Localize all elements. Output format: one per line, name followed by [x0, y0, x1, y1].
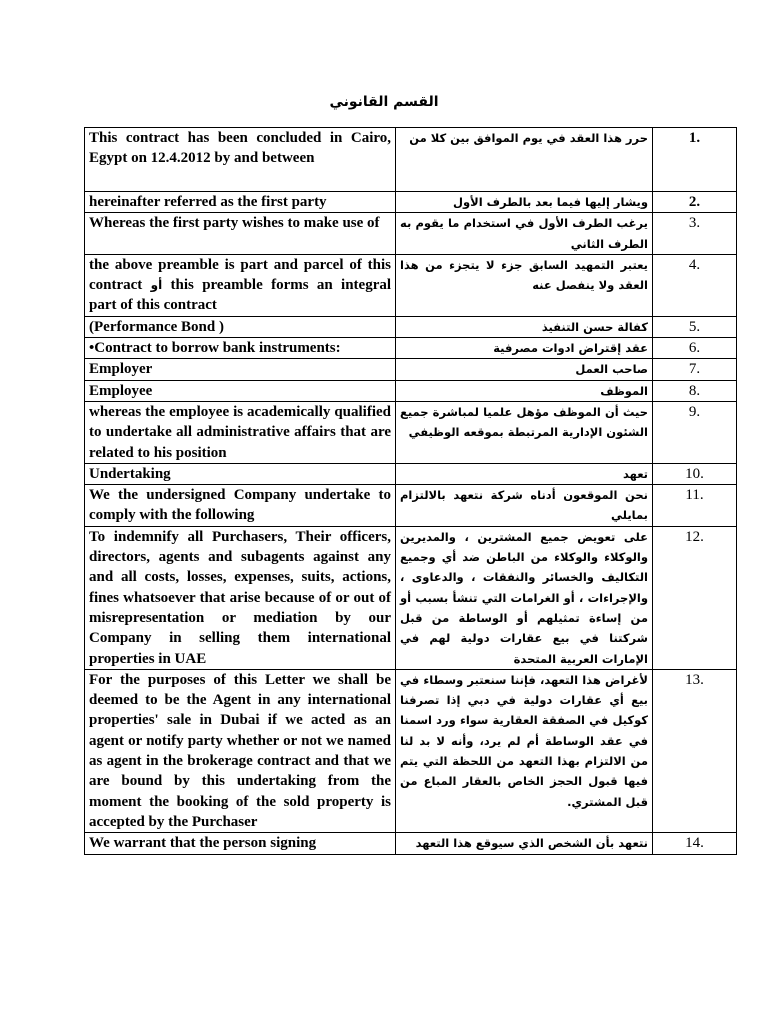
- row-number: 9.: [653, 401, 737, 463]
- row-number: 7.: [653, 359, 737, 380]
- row-number: 3.: [653, 213, 737, 255]
- arabic-cell: حيث أن الموظف مؤهل علميا لمباشرة جميع الشئون الإدارية المرتبطة بموقعه الوظيفي: [396, 401, 653, 463]
- row-number: 1.: [653, 128, 737, 192]
- english-cell: We the undersigned Company undertake to comply with the following: [85, 485, 396, 527]
- english-cell: hereinafter referred as the first party: [85, 192, 396, 213]
- arabic-cell: نحن الموقعون أدناه شركة نتعهد بالالتزام بمايلي: [396, 485, 653, 527]
- row-number: 8.: [653, 380, 737, 401]
- english-cell: [85, 254, 396, 316]
- table-row: [85, 254, 737, 316]
- arabic-cell: عقد إقتراض ادوات مصرفية: [396, 338, 653, 359]
- table-row: [85, 833, 737, 854]
- row-number: 10.: [653, 463, 737, 484]
- english-text-part: the above preamble is part and parcel of this contract: [89, 256, 391, 294]
- english-cell: Whereas the first party wishes to make use of: [85, 213, 396, 255]
- arabic-cell: لأغراض هذا التعهد، فإننا سنعتبر وسطاء في بيع أي عقارات دولية في دبي إذا تصرفنا كوكيل في الصفقة العقارية سواء ورد اسمنا في عقد الوساطة أم لم يرد، وأنه لا بد لنا من الالتزام بهذا التعهد من اللحظة التي يتم فيها قبول الحجز الخاص بالعقار المباع من قبل المشتري.: [396, 669, 653, 832]
- table-row: [85, 401, 737, 463]
- row-number: 11.: [653, 485, 737, 527]
- english-cell: (Performance Bond ): [85, 316, 396, 337]
- row-number: 12.: [653, 526, 737, 669]
- row-number: 4.: [653, 254, 737, 316]
- contract-table: [84, 127, 737, 855]
- row-number: 6.: [653, 338, 737, 359]
- table-row: [85, 463, 737, 484]
- english-cell: Employer: [85, 359, 396, 380]
- arabic-cell: تعهد: [396, 463, 653, 484]
- english-cell: This contract has been concluded in Cairo, Egypt on 12.4.2012 by and between: [85, 128, 396, 192]
- arabic-cell: صاحب العمل: [396, 359, 653, 380]
- arabic-cell: على تعويض جميع المشترين ، والمديرين والوكلاء والوكلاء من الباطن ضد أي وجميع التكاليف والخسائر والنفقات ، والدعاوى ، والإجراءات ، أو الغرامات التي تنشأ بسبب أو من إساءة تمثيلهم أو الوساطة من قبل شركتنا في بيع عقارات دولية لهم في الإمارات العربية المتحدة: [396, 526, 653, 669]
- english-cell: •Contract to borrow bank instruments:: [85, 338, 396, 359]
- row-number: 13.: [653, 669, 737, 832]
- table-row: [85, 380, 737, 401]
- table-row: [85, 359, 737, 380]
- table-row: [85, 338, 737, 359]
- arabic-cell: نتعهد بأن الشخص الذي سيوقع هذا التعهد: [396, 833, 653, 854]
- arabic-cell: يعتبر التمهيد السابق جزء لا يتجزء من هذا العقد ولا ينفصل عنه: [396, 254, 653, 316]
- english-cell: We warrant that the person signing: [85, 833, 396, 854]
- arabic-or-word: أو: [150, 278, 163, 293]
- row-number: 14.: [653, 833, 737, 854]
- english-cell: For the purposes of this Letter we shall be deemed to be the Agent in any international properties' sale in Dubai if we acted as an agent or notify party whether or not we named as agent in the brokerage contract and that we are bound by this undertaking from the moment the booking of the sold property is accepted by the Purchaser: [85, 669, 396, 832]
- english-cell: Undertaking: [85, 463, 396, 484]
- row-number: 5.: [653, 316, 737, 337]
- section-title: القسم القانوني: [329, 94, 439, 110]
- arabic-cell: ويشار إليها فيما بعد بالطرف الأول: [396, 192, 653, 213]
- table-row: [85, 128, 737, 192]
- table-row: [85, 213, 737, 255]
- arabic-cell: الموظف: [396, 380, 653, 401]
- table-row: [85, 485, 737, 527]
- arabic-cell: حرر هذا العقد في يوم الموافق بين كلا من: [396, 128, 653, 192]
- table-row: [85, 669, 737, 832]
- arabic-cell: يرغب الطرف الأول في استخدام ما يقوم به الطرف الثاني: [396, 213, 653, 255]
- english-cell: Employee: [85, 380, 396, 401]
- arabic-cell: كفالة حسن التنفيذ: [396, 316, 653, 337]
- row-number: 2.: [653, 192, 737, 213]
- table-row: [85, 316, 737, 337]
- english-cell: To indemnify all Purchasers, Their officers, directors, agents and subagents against any and all costs, losses, expenses, suits, actions, fines whatsoever that arise because of or out of misrepresentation or mediation by our Company in selling them international properties in UAE: [85, 526, 396, 669]
- english-cell: whereas the employee is academically qualified to undertake all administrative affairs that are related to his position: [85, 401, 396, 463]
- table-row: [85, 526, 737, 669]
- table-row: [85, 192, 737, 213]
- english-text-part: this preamble forms an integral part of this contract: [89, 277, 392, 314]
